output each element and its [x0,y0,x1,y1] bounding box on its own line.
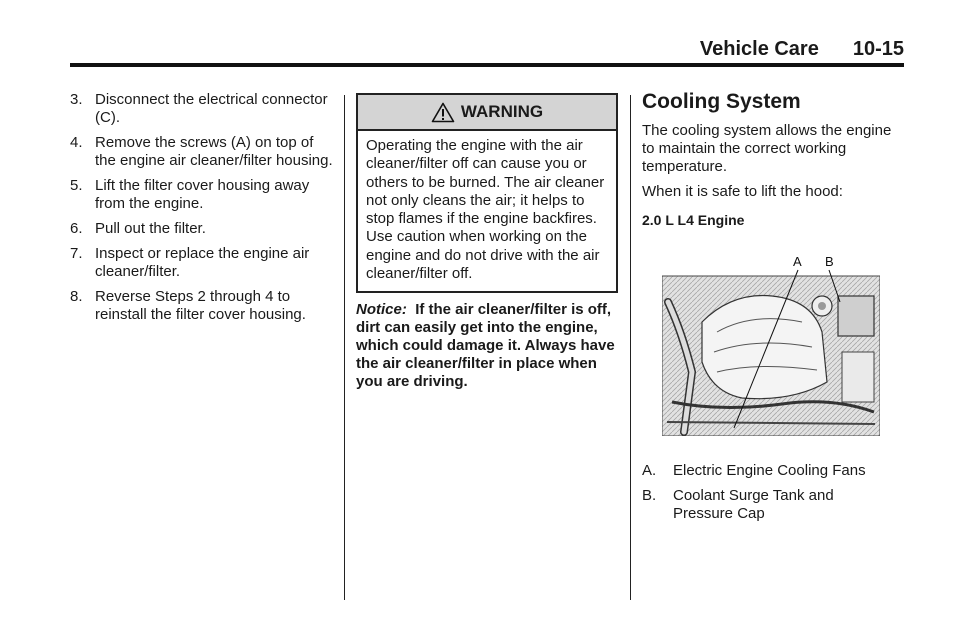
list-item: 6. Pull out the filter. [70,220,206,237]
figure-legend [642,462,892,530]
cooling-when: When it is safe to lift the hood: [642,183,843,200]
engine-subheading: 2.0 L L4 Engine [642,212,745,228]
column-divider-2 [630,95,631,600]
callout-a: A [793,254,802,269]
cooling-intro: The cooling system allows the engine to maintain the correct working temperature. [642,122,892,175]
page-header [700,38,904,61]
section-title: Vehicle Care [699,38,819,60]
list-item: 3. Disconnect the electrical connector (C). [70,91,328,126]
warning-box [356,93,618,293]
callout-b: B [825,254,834,269]
list-item: 4. Remove the screws (A) on top of the engine air cleaner/filter housing. [70,134,333,169]
list-item: A. Electric Engine Cooling Fans [642,462,866,479]
list-item: 8. Reverse Steps 2 through 4 to reinstall the filter cover housing. [70,288,306,323]
section-heading: Cooling System [642,90,801,113]
warning-triangle-icon [431,102,455,123]
list-item: 5. Lift the filter cover housing away from the engine. [70,177,310,212]
list-item: 7. Inspect or replace the engine air cleaner/filter. [70,245,310,280]
warning-text: Operating the engine with the air cleaner/filter off can cause you or others to be burned. The air cleaner not only cleans the air; it helps to stop flames if the engine backfires. Use caution when working on the engine and do not drive with the air cleaner/filter off. [366,137,605,283]
warning-header [358,95,616,131]
column-divider-1 [344,95,345,600]
page-number: 10-15 [852,38,904,60]
list-item: B. Coolant Surge Tank and Pressure Cap [642,487,834,522]
notice-body: If the air cleaner/filter is off, dirt can easily get into the engine, which could damage it. Always have the air cleaner/filter in place when you are driving. [356,301,615,391]
warning-column [356,93,618,391]
warning-title: WARNING [460,102,544,121]
cooling-column [642,90,892,229]
notice-label: Notice: [356,301,407,319]
engine-illustration [662,252,880,436]
header-rule [70,63,904,67]
steps-list [70,91,335,331]
notice-text [356,301,618,391]
